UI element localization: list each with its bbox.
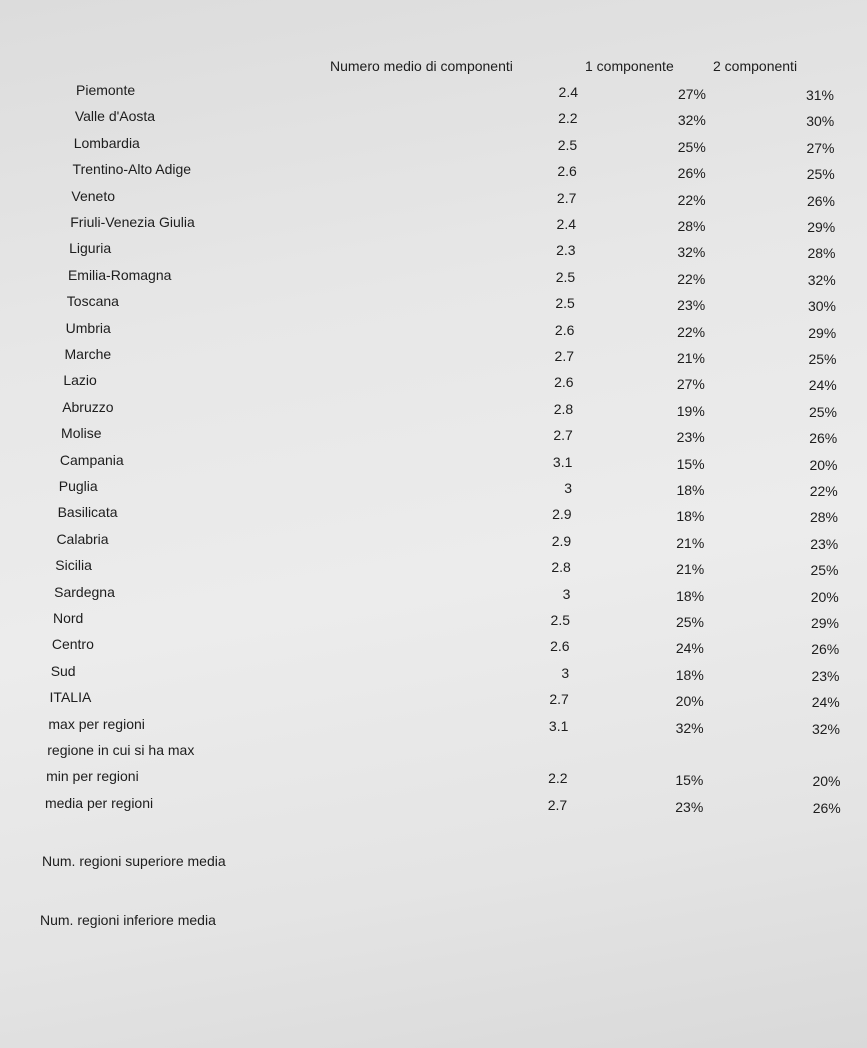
table-row: [0, 346, 867, 368]
one-component-cell: 24%: [675, 640, 704, 657]
one-component-cell: 18%: [676, 587, 705, 604]
table-row: [0, 320, 867, 342]
two-components-cell: 25%: [810, 562, 839, 579]
table-row: [0, 372, 867, 394]
avg-components-cell: 2.7: [556, 189, 577, 206]
table-row: [0, 293, 867, 315]
avg-components-cell: 3.1: [552, 453, 573, 470]
table-row: [0, 504, 867, 526]
table-row: [0, 214, 867, 236]
region-name: Sud: [50, 662, 76, 679]
one-component-cell: 21%: [676, 350, 705, 366]
table-row: [0, 557, 867, 579]
two-components-cell: 25%: [808, 351, 837, 367]
avg-components-cell: 2.8: [551, 559, 571, 576]
avg-components-cell: 2.6: [557, 163, 577, 180]
two-components-cell: 24%: [808, 377, 837, 394]
region-name: Lombardia: [73, 134, 140, 151]
two-components-cell: 27%: [806, 139, 835, 156]
region-name: media per regioni: [44, 794, 154, 811]
region-name: ITALIA: [49, 689, 92, 706]
one-component-cell: 18%: [676, 482, 705, 498]
two-components-cell: 25%: [808, 403, 837, 420]
one-component-cell: 22%: [677, 323, 706, 340]
region-name: Nord: [53, 610, 84, 626]
region-name: Valle d'Aosta: [74, 108, 156, 125]
one-component-cell: 25%: [675, 614, 704, 630]
avg-components-cell: 2.2: [558, 110, 578, 127]
one-component-cell: 15%: [676, 455, 705, 472]
header-two-components: 2 componenti: [713, 58, 798, 74]
region-name: Liguria: [69, 240, 112, 257]
avg-components-cell: 2.9: [551, 532, 572, 549]
two-components-cell: 20%: [812, 773, 841, 790]
avg-components-cell: 2.3: [556, 242, 576, 259]
header-one-component: 1 componente: [585, 58, 674, 74]
table-row: [0, 663, 867, 685]
region-name: Abruzzo: [62, 398, 114, 415]
two-components-cell: 29%: [808, 324, 837, 341]
two-components-cell: 25%: [806, 166, 835, 183]
avg-components-cell: 2.9: [552, 506, 572, 523]
one-component-cell: 20%: [675, 693, 704, 710]
table-row: [0, 188, 867, 210]
footer-below-average: Num. regioni inferiore media: [40, 912, 216, 928]
one-component-cell: 26%: [677, 165, 706, 182]
one-component-cell: 18%: [675, 666, 704, 683]
one-component-cell: 23%: [677, 297, 706, 314]
one-component-cell: 27%: [676, 376, 705, 393]
one-component-cell: 22%: [677, 270, 706, 287]
one-component-cell: 21%: [676, 561, 705, 578]
two-components-cell: 26%: [809, 430, 838, 447]
region-name: Umbria: [65, 319, 111, 336]
region-name: Marche: [64, 346, 112, 362]
avg-components-cell: 2.7: [553, 427, 573, 444]
region-name: Sicilia: [55, 557, 92, 574]
avg-components-cell: 2.5: [555, 295, 575, 312]
one-component-cell: 22%: [677, 191, 706, 208]
one-component-cell: 15%: [675, 772, 704, 789]
table-row: [0, 795, 867, 817]
avg-components-cell: 3: [562, 585, 571, 602]
two-components-cell: 26%: [806, 192, 835, 209]
table-row: [0, 425, 867, 447]
table-row: [0, 716, 867, 738]
one-component-cell: 21%: [676, 534, 705, 551]
two-components-cell: 23%: [811, 667, 840, 684]
region-name: Puglia: [58, 478, 98, 494]
region-name: min per regioni: [46, 768, 139, 785]
table-row: [0, 240, 867, 262]
region-name: Calabria: [56, 530, 109, 547]
one-component-cell: 18%: [676, 508, 705, 525]
avg-components-cell: 2.6: [554, 374, 574, 391]
table-row: [0, 452, 867, 474]
region-name: Campania: [59, 451, 124, 468]
table-row: [0, 610, 867, 632]
avg-components-cell: 2.6: [550, 638, 570, 655]
avg-components-cell: 2.4: [558, 84, 578, 100]
two-components-cell: 32%: [807, 271, 836, 288]
footer-above-average: Num. regioni superiore media: [42, 853, 226, 869]
two-components-cell: 26%: [811, 641, 840, 658]
two-components-cell: 28%: [809, 509, 838, 526]
one-component-cell: 23%: [675, 798, 704, 815]
two-components-cell: 20%: [810, 588, 839, 605]
table-row: [0, 636, 867, 658]
two-components-cell: 32%: [811, 720, 840, 737]
one-component-cell: 32%: [677, 244, 706, 261]
region-name: Lazio: [63, 372, 97, 389]
two-components-cell: 30%: [807, 298, 836, 315]
avg-components-cell: 2.8: [553, 400, 574, 417]
two-components-cell: 23%: [810, 535, 839, 552]
avg-components-cell: 2.7: [549, 691, 569, 708]
avg-components-cell: 3.1: [548, 717, 569, 734]
table-row: [0, 531, 867, 553]
table-row: [0, 82, 867, 104]
table-row: [0, 161, 867, 183]
avg-components-cell: 2.2: [548, 770, 568, 787]
two-components-cell: 24%: [811, 694, 840, 711]
table-row: [0, 267, 867, 289]
region-name: Emilia-Romagna: [67, 266, 172, 283]
region-name: Sardegna: [54, 583, 115, 600]
region-name: max per regioni: [48, 715, 145, 732]
region-name: Piemonte: [76, 82, 136, 98]
region-name: Centro: [51, 636, 94, 653]
table-row: [0, 689, 867, 711]
one-component-cell: 19%: [676, 402, 705, 419]
region-name: Veneto: [71, 187, 115, 204]
two-components-cell: 31%: [805, 87, 834, 103]
table-row: [0, 742, 867, 764]
region-name: Basilicata: [57, 504, 118, 521]
region-name: Friuli-Venezia Giulia: [70, 214, 195, 230]
table-row: [0, 584, 867, 606]
region-name: Molise: [61, 425, 102, 442]
table-row: [0, 399, 867, 421]
header-avg-components: Numero medio di componenti: [330, 58, 513, 74]
one-component-cell: 25%: [677, 138, 706, 155]
two-components-cell: 29%: [807, 219, 836, 235]
avg-components-cell: 2.5: [550, 612, 570, 628]
avg-components-cell: 2.7: [547, 796, 568, 813]
table-row: [0, 108, 867, 130]
table-row: [0, 768, 867, 790]
one-component-cell: 28%: [677, 218, 706, 234]
region-name: Trentino-Alto Adige: [72, 161, 192, 178]
table-row: [0, 478, 867, 500]
avg-components-cell: 2.5: [555, 268, 576, 285]
avg-components-cell: 2.6: [554, 321, 575, 338]
avg-components-cell: 3: [561, 664, 570, 681]
one-component-cell: 32%: [675, 719, 704, 736]
avg-components-cell: 2.7: [554, 348, 574, 364]
avg-components-cell: 2.5: [557, 136, 578, 153]
region-name: Toscana: [66, 293, 119, 310]
two-components-cell: 26%: [812, 799, 841, 816]
two-components-cell: 29%: [810, 615, 839, 631]
two-components-cell: 28%: [807, 245, 836, 262]
one-component-cell: 32%: [677, 112, 706, 129]
two-components-cell: 22%: [809, 483, 838, 499]
region-name: regione in cui si ha max: [47, 742, 195, 758]
one-component-cell: 27%: [677, 86, 706, 102]
one-component-cell: 23%: [676, 429, 705, 446]
two-components-cell: 20%: [809, 456, 838, 473]
two-components-cell: 30%: [806, 113, 835, 130]
avg-components-cell: 2.4: [556, 216, 576, 232]
table-row: [0, 135, 867, 157]
avg-components-cell: 3: [564, 480, 572, 496]
